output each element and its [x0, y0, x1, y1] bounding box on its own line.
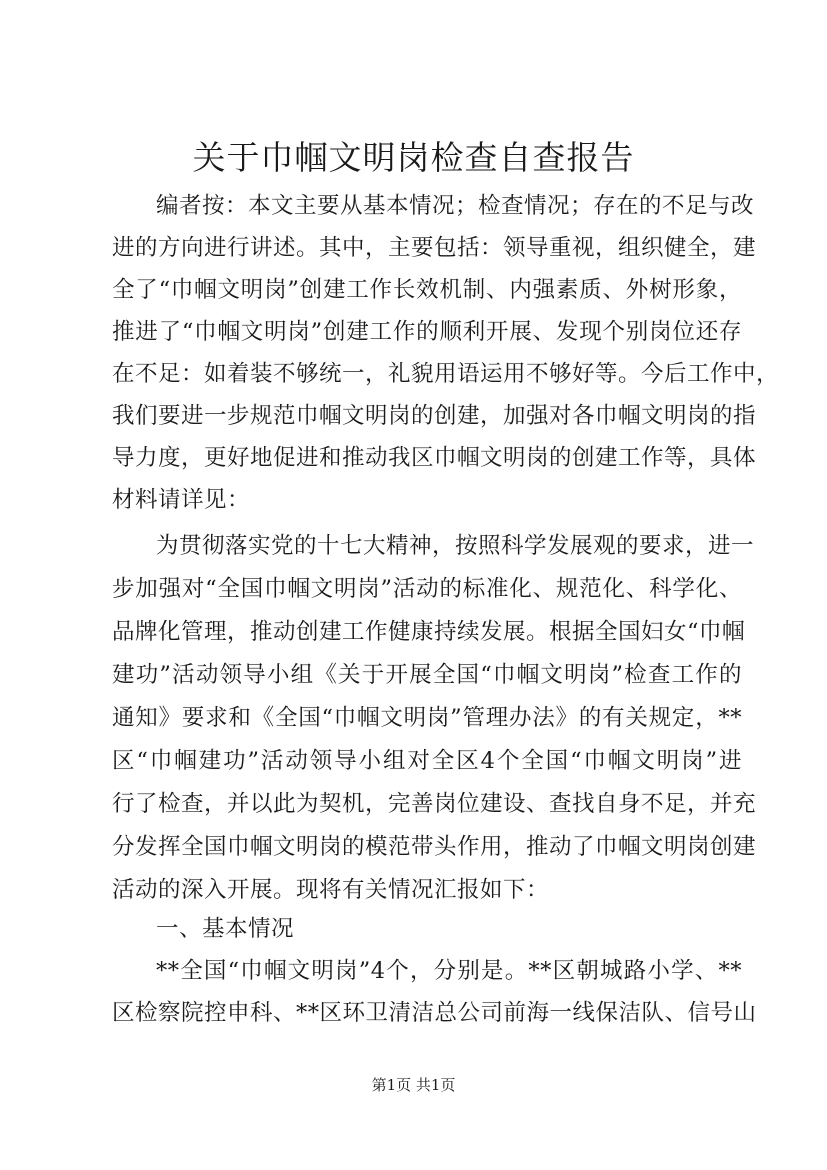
body-paragraph-line: **全国“巾帼文明岗”4个，分别是。**区朝城路小学、** [156, 958, 742, 984]
editor-note-line: 我们要进一步规范巾帼文明岗的创建，加强对各巾帼文明岗的指 [112, 403, 757, 429]
body-paragraph-line: 建功”活动领导小组《关于开展全国“巾帼文明岗”检查工作的 [112, 662, 742, 688]
section-heading: 一、基本情况 [156, 916, 295, 942]
document-title: 关于巾帼文明岗检查自查报告 [192, 138, 635, 177]
editor-note-line: 在不足：如着装不够统一，礼貌用语运用不够好等。今后工作中， [112, 361, 780, 387]
body-paragraph-line: 行了检查，并以此为契机，完善岗位建设、查找自身不足，并充 [112, 791, 757, 817]
editor-note-line: 推进了“巾帼文明岗”创建工作的顺利开展、发现个别岗位还存 [112, 319, 742, 345]
body-paragraph-line: 为贯彻落实党的十七大精神，按照科学发展观的要求，进一 [156, 533, 755, 559]
body-paragraph-line: 通知》要求和《全国“巾帼文明岗”管理办法》的有关规定，** [112, 705, 742, 731]
editor-note-line: 编者按：本文主要从基本情况；检查情况；存在的不足与改 [156, 193, 755, 219]
editor-note-line: 全了“巾帼文明岗”创建工作长效机制、内强素质、外树形象， [112, 277, 742, 303]
body-paragraph-line: 分发挥全国巾帼文明岗的模范带头作用，推动了巾帼文明岗创建 [112, 834, 757, 860]
body-paragraph-line: 区“巾帼建功”活动领导小组对全区4个全国“巾帼文明岗”进 [112, 748, 742, 774]
editor-note-line: 进的方向进行讲述。其中，主要包括：领导重视，组织健全，建 [112, 235, 757, 261]
body-paragraph-line: 品牌化管理，推动创建工作健康持续发展。根据全国妇女“巾帼 [112, 619, 746, 645]
body-paragraph-line: 区检察院控申科、**区环卫清洁总公司前海一线保洁队、信号山 [112, 1000, 757, 1026]
editor-note-line: 导力度，更好地促进和推动我区巾帼文明岗的创建工作等，具体 [112, 445, 757, 471]
body-paragraph-line: 步加强对“全国巾帼文明岗”活动的标准化、规范化、科学化、 [112, 576, 742, 602]
page-footer: 第1页 共1页 [371, 1076, 456, 1094]
editor-note-line: 材料请详见： [112, 487, 251, 513]
body-paragraph-line: 活动的深入开展。现将有关情况汇报如下： [112, 877, 550, 903]
